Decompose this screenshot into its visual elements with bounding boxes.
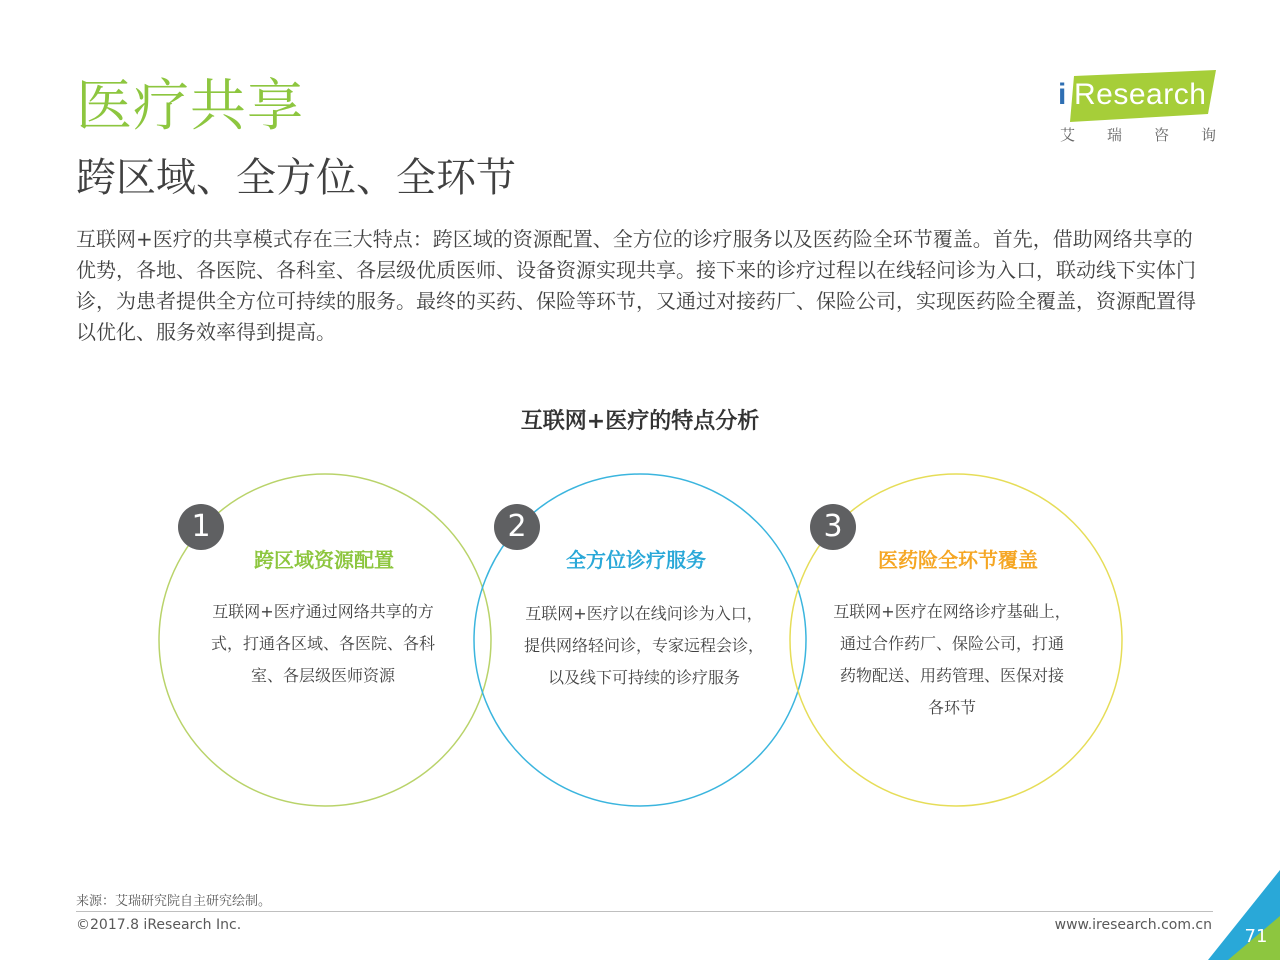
- item-line: 互联网+医疗在网络诊疗基础上，: [833, 602, 1071, 621]
- logo-char: 艾: [1060, 126, 1076, 144]
- intro-paragraph: 互联网+医疗的共享模式存在三大特点：跨区域的资源配置、全方位的诊疗服务以及医药险全环节覆盖。首先，借助网络共享的优势，各地、各医院、各科室、各层级优质医师、设备资源实现共享。接下来的诊疗过程以在线轻问诊为入口，联动线下实体门诊，为患者提供全方位可持续的服务。最终的买药、保险等环节，又通过对接药厂、保险公司，实现医药险全覆盖，资源配置得以优化、服务效率得到提高。: [76, 227, 1196, 344]
- page-title: 医疗共享: [76, 74, 304, 139]
- item-line: 互联网+医疗通过网络共享的方: [212, 602, 434, 621]
- item-line: 以及线下可持续的诊疗服务: [547, 668, 740, 687]
- item-line: 式，打通各区域、各医院、各科: [210, 634, 435, 653]
- number-badge-1: 1: [178, 504, 224, 550]
- logo-wordmark: Research: [1074, 78, 1207, 111]
- item-line: 通过合作药厂、保险公司，打通: [839, 634, 1064, 653]
- footer-divider: [76, 911, 1213, 912]
- diagram-title: 互联网+医疗的特点分析: [520, 409, 760, 434]
- logo-i-letter: i: [1058, 78, 1067, 111]
- logo-char: 咨: [1153, 126, 1169, 144]
- page-subtitle: 跨区域、全方位、全环节: [76, 155, 516, 201]
- item-body-1: [183, 596, 463, 692]
- logo-char: 瑞: [1106, 126, 1122, 144]
- item-body-3: [812, 596, 1092, 724]
- item-line: 各环节: [927, 698, 976, 717]
- source-note: 来源：艾瑞研究院自主研究绘制。: [76, 894, 272, 909]
- item-line: 提供网络轻问诊，专家远程会诊，: [523, 636, 764, 655]
- item-line: 药物配送、用药管理、医保对接: [839, 666, 1064, 685]
- logo-char: 询: [1200, 126, 1216, 144]
- number-badge-2: 2: [494, 504, 540, 550]
- item-line: 室、各层级医师资源: [250, 666, 395, 685]
- page-number: 71: [1244, 926, 1268, 947]
- item-heading-2: 全方位诊疗服务: [566, 548, 706, 572]
- website-link[interactable]: www.iresearch.com.cn: [1054, 917, 1212, 933]
- item-body-2: [504, 598, 784, 694]
- item-line: 互联网+医疗以在线问诊为入口，: [525, 604, 763, 623]
- copyright: ©2017.8 iResearch Inc.: [76, 917, 242, 933]
- item-heading-3: 医药险全环节覆盖: [878, 548, 1038, 572]
- item-heading-1: 跨区域资源配置: [254, 548, 394, 572]
- number-badge-3: 3: [810, 504, 856, 550]
